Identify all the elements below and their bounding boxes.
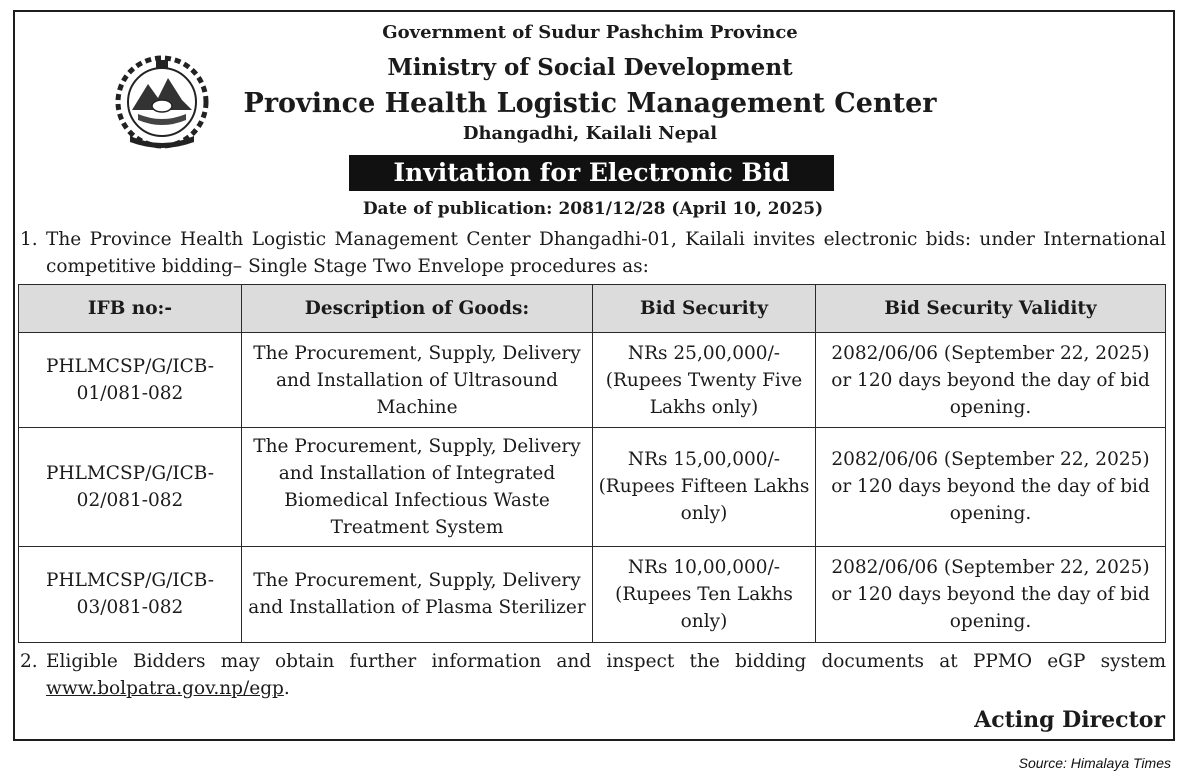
bid-security: NRs 10,00,000/- (Rupees Ten Lakhs only) bbox=[593, 546, 816, 642]
goods-description: The Procurement, Supply, Delivery and Installation of Integrated Biomedical Infectious Waste Treatment System bbox=[242, 428, 593, 546]
table-row bbox=[19, 333, 1166, 428]
signatory-title: Acting Director bbox=[974, 707, 1165, 733]
publication-value: 2081/12/28 (April 10, 2025) bbox=[558, 199, 824, 219]
table-header-row bbox=[19, 285, 1166, 333]
paragraph-2 bbox=[20, 648, 1166, 702]
goods-description: The Procurement, Supply, Delivery and Installation of Ultrasound Machine bbox=[242, 333, 593, 428]
bid-validity: 2082/06/06 (September 22, 2025) or 120 days beyond the day of bid opening. bbox=[816, 428, 1166, 546]
paragraph-2-suffix: . bbox=[283, 678, 290, 699]
ifb-number: PHLMCSP/G/ICB-03/081-082 bbox=[19, 546, 242, 642]
notice-title: Invitation for Electronic Bid bbox=[349, 155, 834, 191]
paragraph-1 bbox=[20, 226, 1166, 280]
table-row bbox=[19, 546, 1166, 642]
ifb-number: PHLMCSP/G/ICB-01/081-082 bbox=[19, 333, 242, 428]
header-description: Description of Goods: bbox=[242, 285, 593, 333]
paragraph-2-body bbox=[20, 648, 1166, 702]
paragraph-2-number: 2. bbox=[20, 651, 38, 672]
source-credit: Source: Himalaya Times bbox=[1018, 755, 1171, 771]
goods-description: The Procurement, Supply, Delivery and Installation of Plasma Sterilizer bbox=[242, 546, 593, 642]
ifb-number: PHLMCSP/G/ICB-02/081-082 bbox=[19, 428, 242, 546]
paragraph-1-text: The Province Health Logistic Management Center Dhangadhi-01, Kailali invites electronic bids: under International competitive bidding– Single Stage Two Envelope procedures as: bbox=[46, 229, 1166, 277]
bid-security: NRs 15,00,000/- (Rupees Fifteen Lakhs only) bbox=[593, 428, 816, 546]
header-bid-security: Bid Security bbox=[593, 285, 816, 333]
table-row bbox=[19, 428, 1166, 546]
bid-security: NRs 25,00,000/- (Rupees Twenty Five Lakhs only) bbox=[593, 333, 816, 428]
paragraph-2-text: Eligible Bidders may obtain further information and inspect the bidding documents at PPMO eGP system bbox=[46, 651, 1166, 672]
bid-table bbox=[18, 284, 1166, 643]
egp-link[interactable]: www.bolpatra.gov.np/egp bbox=[46, 678, 284, 699]
publication-label: Date of publication: bbox=[362, 199, 553, 219]
publication-date bbox=[160, 199, 1020, 219]
bid-validity: 2082/06/06 (September 22, 2025) or 120 days beyond the day of bid opening. bbox=[816, 333, 1166, 428]
header-ifb: IFB no:- bbox=[19, 285, 242, 333]
ministry-name: Ministry of Social Development bbox=[387, 54, 793, 81]
center-location: Dhangadhi, Kailali Nepal bbox=[462, 123, 718, 144]
government-name: Government of Sudur Pashchim Province bbox=[382, 22, 798, 43]
paragraph-1-number: 1. bbox=[20, 229, 38, 250]
bid-validity: 2082/06/06 (September 22, 2025) or 120 days beyond the day of bid opening. bbox=[816, 546, 1166, 642]
center-name: Province Health Logistic Management Center bbox=[243, 88, 937, 119]
header-validity: Bid Security Validity bbox=[816, 285, 1166, 333]
